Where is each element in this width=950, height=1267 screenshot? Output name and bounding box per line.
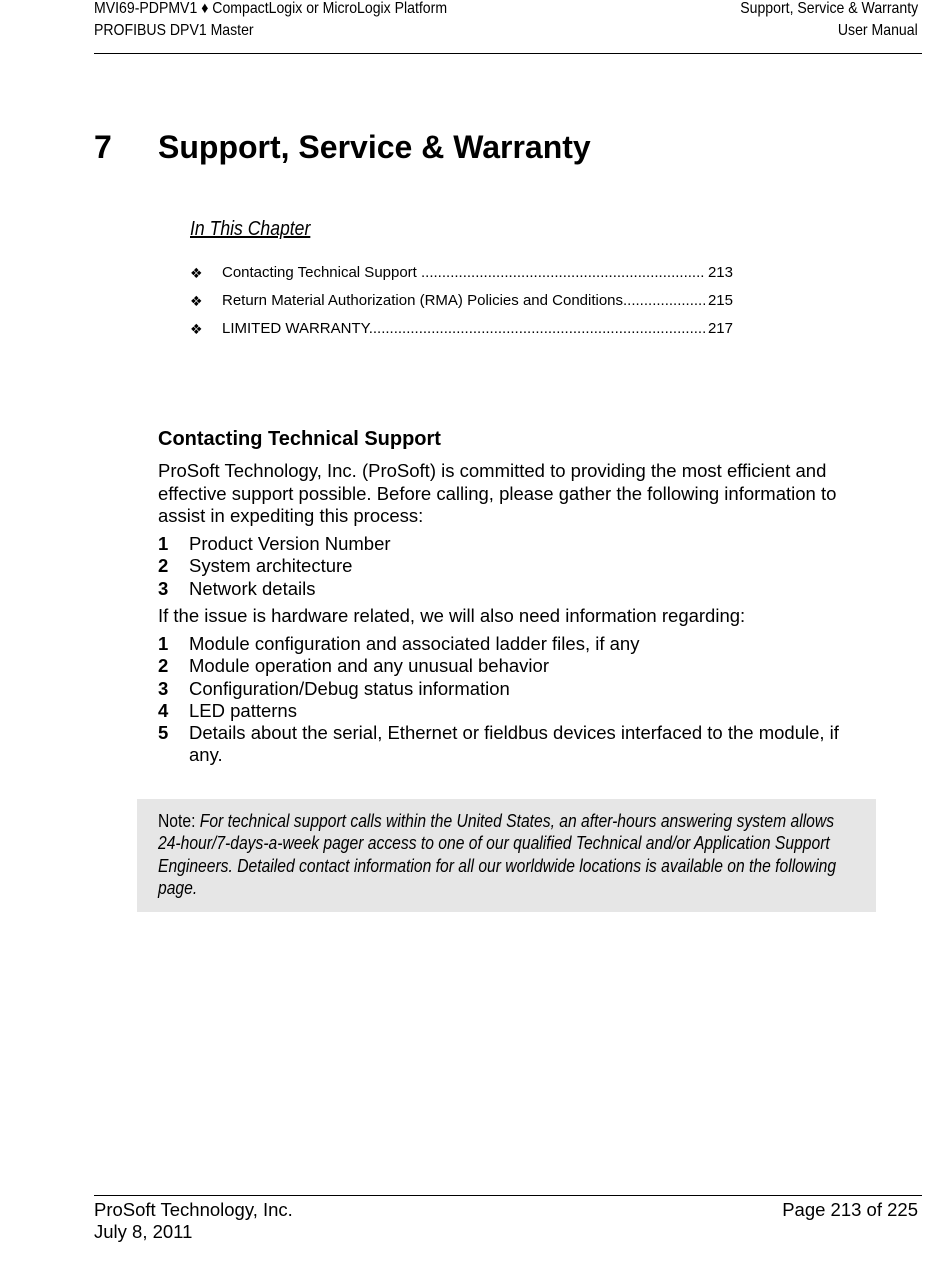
list-item-text: Module configuration and associated ladder files, if any: [189, 633, 640, 654]
list-item-number: 3: [158, 577, 169, 599]
list-item: [158, 533, 868, 555]
list-item-text: Configuration/Debug status information: [189, 677, 510, 699]
chapter-title: Support, Service & Warranty: [158, 129, 591, 165]
toc-entry-label: Contacting Technical Support: [222, 264, 422, 281]
list-item: [158, 678, 868, 700]
header-product-subtitle: PROFIBUS DPV1 Master: [94, 22, 254, 39]
header-product-title: MVI69-PDPMV1 ♦ CompactLogix or MicroLogix Platform: [94, 0, 448, 17]
page-footer: [94, 1195, 922, 1246]
in-this-chapter-heading: In This Chapter: [190, 218, 311, 240]
hardware-info-list: [158, 633, 868, 767]
header-section-title: Support, Service & Warranty: [740, 0, 918, 17]
diamond-bullet-icon: ❖: [190, 321, 203, 337]
header-doc-type: User Manual: [838, 22, 918, 39]
list-item-number: 4: [158, 699, 169, 721]
toc-entry-label: Return Material Authorization (RMA) Policies and Conditions: [222, 292, 624, 309]
toc-entry-page: 215: [707, 292, 733, 309]
section-intro-paragraph: ProSoft Technology, Inc. (ProSoft) is committed to providing the most efficient and effective support possible. Before calling, please gather the following information to assist in expediting this process:: [158, 460, 837, 526]
list-item-number: 3: [158, 677, 169, 699]
list-item-text: Network details: [189, 577, 316, 599]
list-item-number: 5: [158, 722, 169, 744]
list-item: [158, 633, 868, 655]
diamond-bullet-icon: ❖: [190, 293, 203, 309]
toc-entry-page: 213: [707, 264, 733, 281]
toc-entry[interactable]: [190, 319, 735, 347]
toc-entry-label: LIMITED WARRANTY: [222, 320, 369, 337]
list-item: [158, 700, 868, 722]
list-item: [158, 655, 868, 677]
list-item-text: LED patterns: [189, 699, 297, 721]
toc-entry[interactable]: [190, 263, 735, 291]
note-text: For technical support calls within the United States, an after-hours answering system allows 24-hour/7-days-a-week pager access to one of our qualified Technical and/or Application Support Engineers. Detailed contact information for all our worldwide locations is available on the following page.: [158, 811, 837, 898]
toc-entry[interactable]: [190, 291, 735, 319]
info-list: [158, 533, 868, 600]
toc-entry-page: 217: [707, 320, 733, 337]
footer-date: July 8, 2011: [94, 1221, 193, 1242]
list-item: [158, 555, 868, 577]
chapter-toc: [190, 263, 735, 347]
footer-company: ProSoft Technology, Inc.: [94, 1199, 293, 1220]
list-item-number: 2: [158, 555, 169, 577]
list-item: [158, 722, 868, 767]
list-item-text: Module operation and any unusual behavior: [189, 655, 549, 677]
chapter-heading: [94, 127, 591, 167]
footer-page-number: Page 213 of 225: [782, 1199, 918, 1220]
list-item-text: Product Version Number: [189, 533, 391, 554]
list-item-number: 2: [158, 655, 169, 677]
note-box: [137, 799, 876, 912]
page-header: [94, 0, 922, 54]
list-item-number: 1: [158, 633, 169, 654]
diamond-bullet-icon: ❖: [190, 265, 203, 281]
hardware-intro-paragraph: If the issue is hardware related, we will also need information regarding:: [158, 605, 746, 626]
list-item-text: Details about the serial, Ethernet or fieldbus devices interfaced to the module, if any.: [189, 722, 839, 766]
section-title: Contacting Technical Support: [158, 428, 441, 450]
chapter-number: 7: [94, 129, 112, 165]
note-label: Note:: [158, 811, 200, 831]
list-item: [158, 578, 868, 600]
list-item-text: System architecture: [189, 555, 353, 577]
list-item-number: 1: [158, 533, 169, 554]
